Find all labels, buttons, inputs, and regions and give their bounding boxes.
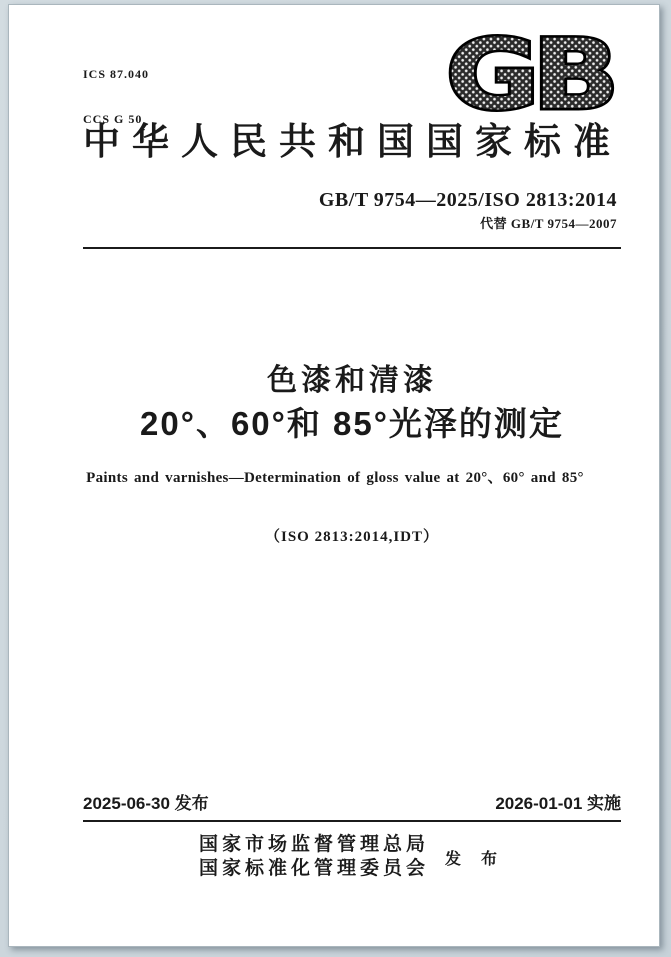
footer-divider xyxy=(83,820,621,822)
header-divider xyxy=(83,247,621,249)
replaces-note: 代替 GB/T 9754—2007 xyxy=(480,216,617,231)
issuer-line1: 国家市场监督管理总局 xyxy=(198,834,429,855)
issuer-block xyxy=(83,833,621,882)
implement-date: 2026-01-01 实施 xyxy=(495,794,621,813)
date-row xyxy=(83,794,621,814)
document-title-line2: 20°、60°和 85°光泽的测定 xyxy=(140,405,564,442)
national-standard-title: 中华人民共和国国家标准 xyxy=(83,122,622,163)
ics-code: ICS 87.040 xyxy=(83,67,150,81)
document-title-line1: 色漆和清漆 xyxy=(267,364,437,397)
gb-logo-text: GB xyxy=(446,32,612,112)
release-label: 发 布 xyxy=(445,850,506,868)
standard-number: GB/T 9754—2025/ISO 2813:2014 xyxy=(318,189,617,211)
issue-date: 2025-06-30 发布 xyxy=(83,794,209,813)
document-title-english: Paints and varnishes—Determination of gloss value at 20°、60° and 85° xyxy=(86,470,584,486)
gb-logo-icon xyxy=(445,32,615,112)
iso-idt-note: （ISO 2813:2014,IDT） xyxy=(264,529,440,545)
ccs-code: CCS G 50 xyxy=(83,112,143,126)
standard-cover-page xyxy=(8,4,660,947)
issuer-line2: 国家标准化管理委员会 xyxy=(198,858,429,880)
issuer-names xyxy=(199,833,429,882)
